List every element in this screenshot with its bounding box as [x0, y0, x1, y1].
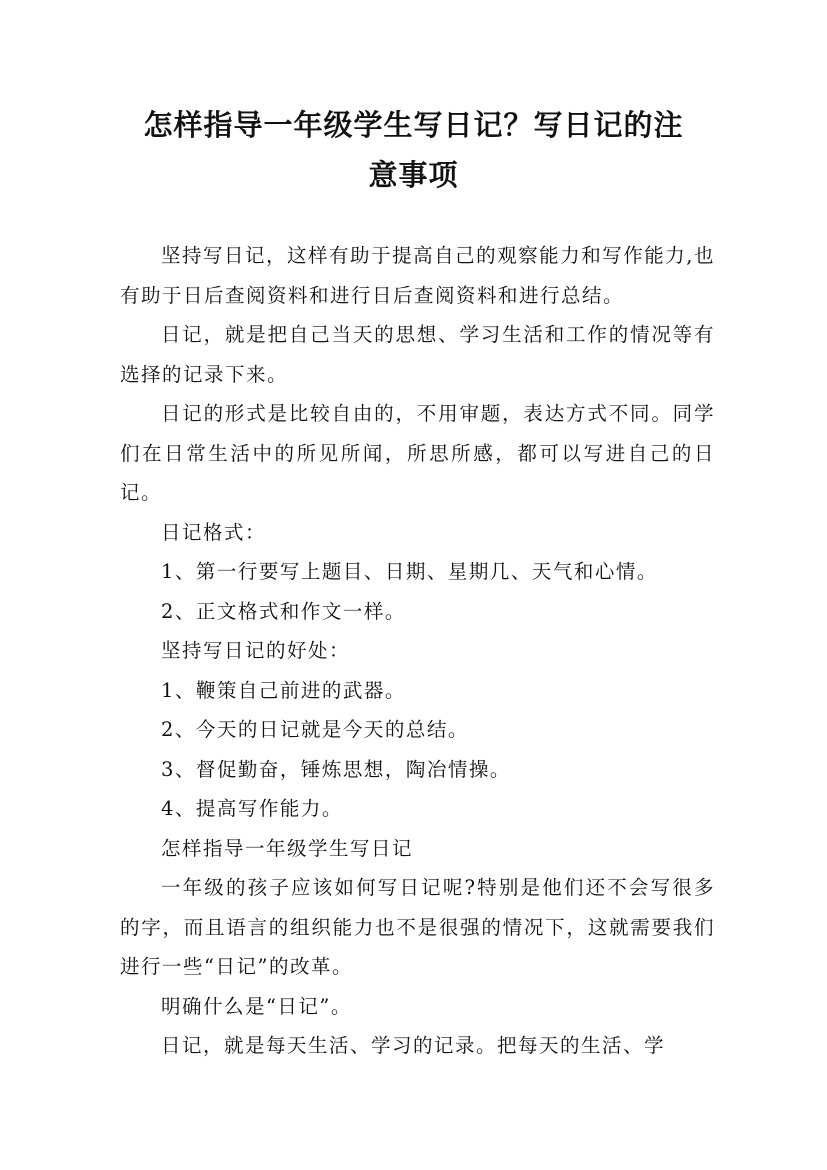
document-title	[120, 100, 707, 200]
title-line-2: 意事项	[368, 158, 459, 192]
paragraph-diary-record: 日记，就是每天生活、学习的记录。把每天的生活、学	[160, 1034, 665, 1057]
paragraph-guide-question: 一年级的孩子应该如何写日记呢?特别是他们还不会写很多的字，而且语言的组织能力也不是很强的情况下，这就需要我们进行一些“日记”的改革。	[120, 876, 715, 978]
list-item-benefit-1: 1、鞭策自己前进的武器。	[160, 678, 406, 702]
list-item-benefit-3: 3、督促勤奋，锤炼思想，陶冶情操。	[160, 757, 511, 781]
paragraph-guide-heading: 怎样指导一年级学生写日记	[160, 836, 413, 860]
paragraph-intro: 坚持写日记，这样有助于提高自己的观察能力和写作能力,也有助于日后查阅资料和进行日后查阅资料和进行总结。	[120, 244, 715, 307]
document-body	[120, 236, 715, 1066]
list-item-format-2: 2、正文格式和作文一样。	[160, 599, 406, 623]
paragraph-benefits-heading: 坚持写日记的好处：	[160, 639, 350, 662]
paragraph-clarify: 明确什么是“日记”。	[160, 994, 352, 1018]
list-item-format-1: 1、第一行要写上题目、日期、星期几、天气和心情。	[160, 560, 658, 583]
list-item-benefit-4: 4、提高写作能力。	[160, 797, 343, 820]
paragraph-form: 日记的形式是比较自由的，不用审题，表达方式不同。同学们在日常生活中的所见所闻，所思所感，都可以写进自己的日记。	[120, 402, 715, 504]
paragraph-format-heading: 日记格式：	[160, 520, 266, 544]
title-line-1: 怎样指导一年级学生写日记？写日记的注	[143, 108, 684, 142]
list-item-benefit-2: 2、今天的日记就是今天的总结。	[160, 718, 469, 741]
paragraph-definition: 日记，就是把自己当天的思想、学习生活和工作的情况等有选择的记录下来。	[120, 323, 715, 386]
